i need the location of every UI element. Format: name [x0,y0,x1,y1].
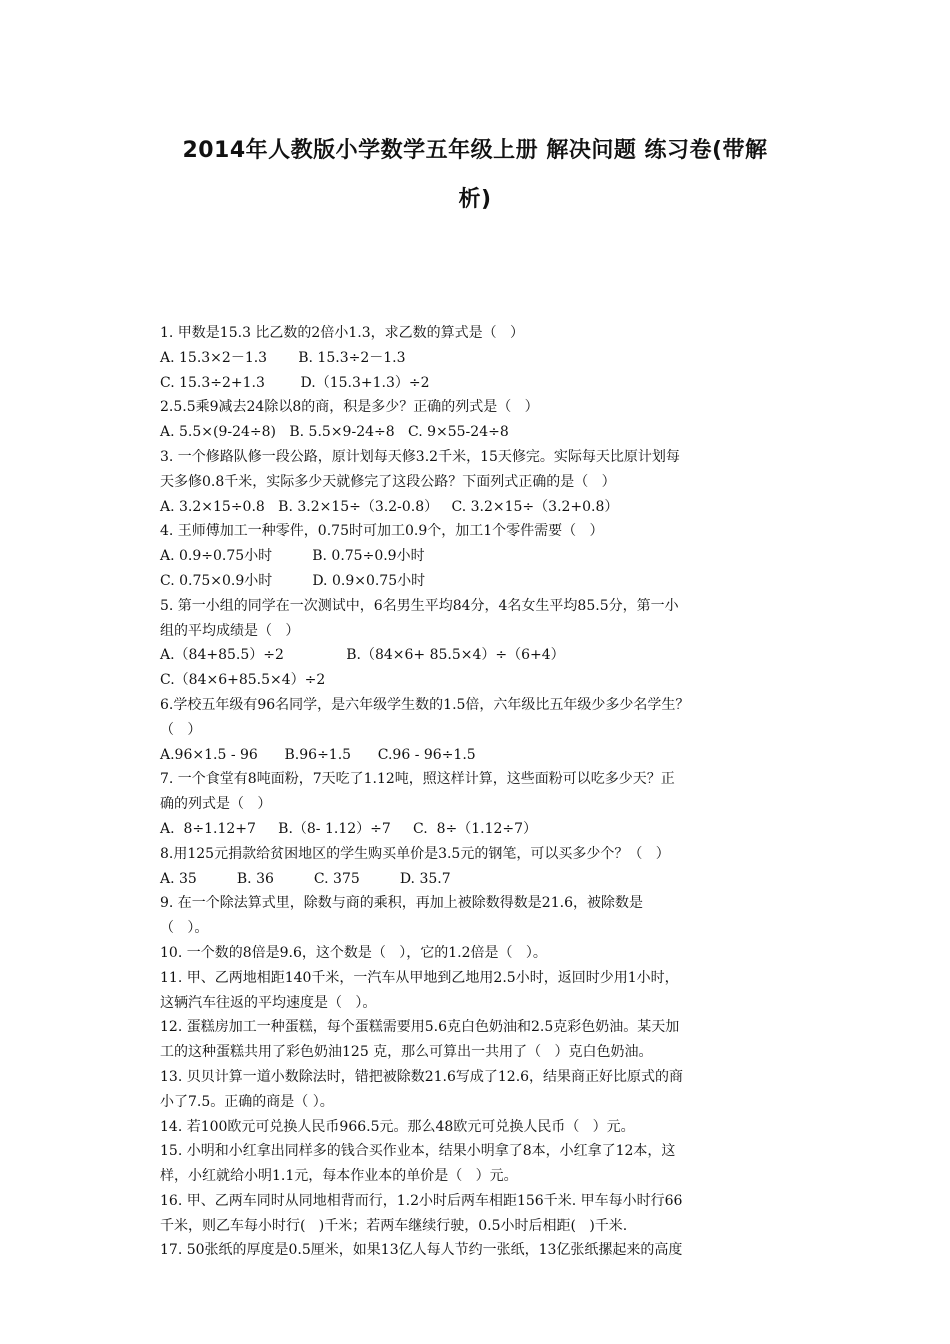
text-line: 5. 第一小组的同学在一次测试中，6名男生平均84分，4名女生平均85.5分，第一小 [160,597,679,614]
text-line: 6.学校五年级有96名同学，是六年级学生数的1.5倍，六年级比五年级少多少名学生？ [160,696,690,713]
text-line: A.（84+85.5）÷2 B.（84×6+ 85.5×4）÷（6+4） [160,647,565,664]
text-line: 1. 甲数是15.3 比乙数的2倍小1.3，求乙数的算式是（ ） [160,325,524,341]
question-list [160,321,810,1263]
text-line: C. 15.3÷2+1.3 D.（15.3+1.3）÷2 [160,374,430,391]
text-line: 13. 贝贝计算一道小数除法时，错把被除数21.6写成了12.6，结果商正好比原式的商 [160,1068,684,1085]
text-line: 小了7.5。正确的商是（ ）。 [160,1093,334,1110]
text-line: 工的这种蛋糕共用了彩色奶油125 克，那么可算出一共用了（ ）克白色奶油。 [160,1044,653,1061]
text-line: 9. 在一个除法算式里，除数与商的乘积，再加上被除数得数是21.6，被除数是 [160,895,643,912]
text-line: 8.用125元捐款给贫困地区的学生购买单价是3.5元的钢笔，可以买多少个？（ ） [160,845,670,862]
text-line: 7. 一个食堂有8吨面粉，7天吃了1.12吨，照这样计算，这些面粉可以吃多少天？正 [160,771,675,788]
document-title-line-2: 析) [458,187,492,212]
text-line: 16. 甲、乙两车同时从同地相背而行，1.2小时后两车相距156千米. 甲车每小时行66 [160,1192,683,1209]
text-line: A.96×1.5 - 96 B.96÷1.5 C.96 - 96÷1.5 [160,746,476,763]
text-line: 2.5.5乘9减去24除以8的商，积是多少？正确的列式是（ ） [160,399,539,416]
text-line: （ ）。 [160,920,209,937]
text-line: 11. 甲、乙两地相距140千米，一汽车从甲地到乙地用2.5小时，返回时少用1小时， [160,969,679,986]
text-line: A. 35 B. 36 C. 375 D. 35.7 [160,870,451,887]
text-line: 4. 王师傅加工一种零件，0.75时可加工0.9个，加工1个零件需要（ ） [160,523,604,540]
text-line: 确的列式是（ ） [160,796,272,813]
text-line: C. 0.75×0.9小时 D. 0.9×0.75小时 [160,572,426,589]
text-line: A. 15.3×2－1.3 B. 15.3÷2－1.3 [160,349,406,366]
text-line: 样，小红就给小明1.1元，每本作业本的单价是（ ）元。 [160,1168,518,1185]
document-title-line-1: 2014年人教版小学数学五年级上册 解决问题 练习卷(带解 [182,138,768,163]
text-line: 14. 若100欧元可兑换人民币966.5元。那么48欧元可兑换人民币（ ）元。 [160,1118,635,1135]
text-line: 10. 一个数的8倍是9.6，这个数是（ ），它的1.2倍是（ ）。 [160,944,547,961]
text-line: 17. 50张纸的厚度是0.5厘米，如果13亿人每人节约一张纸，13亿张纸摞起来的高度 [160,1242,683,1259]
text-line: 组的平均成绩是（ ） [160,622,300,639]
text-line: A. 8÷1.12+7 B.（8- 1.12）÷7 C. 8÷（1.12÷7） [160,820,538,837]
text-line: 千米，则乙车每小时行( )千米；若两车继续行驶，0.5小时后相距( )千米. [160,1217,628,1234]
text-line: 3. 一个修路队修一段公路，原计划每天修3.2千米，15天修完。实际每天比原计划每 [160,448,680,465]
text-line: A. 5.5×(9-24÷8) B. 5.5×9-24÷8 C. 9×55-24÷8 [160,424,509,441]
text-line: 这辆汽车往返的平均速度是（ ）。 [160,994,377,1011]
text-line: C.（84×6+85.5×4）÷2 [160,672,326,689]
text-line: 天多修0.8千米，实际多少天就修完了这段公路？下面列式正确的是（ ） [160,473,616,490]
text-line: （ ） [160,721,202,738]
text-line: A. 3.2×15÷0.8 B. 3.2×15÷（3.2-0.8） C. 3.2×15÷（3.2+0.8） [160,498,619,515]
text-line: 15. 小明和小红拿出同样多的钱合买作业本，结果小明拿了8本，小红拿了12本，这 [160,1143,676,1160]
text-line: 12. 蛋糕房加工一种蛋糕，每个蛋糕需要用5.6克白色奶油和2.5克彩色奶油。某天加 [160,1019,680,1036]
text-line: A. 0.9÷0.75小时 B. 0.75÷0.9小时 [160,548,425,565]
